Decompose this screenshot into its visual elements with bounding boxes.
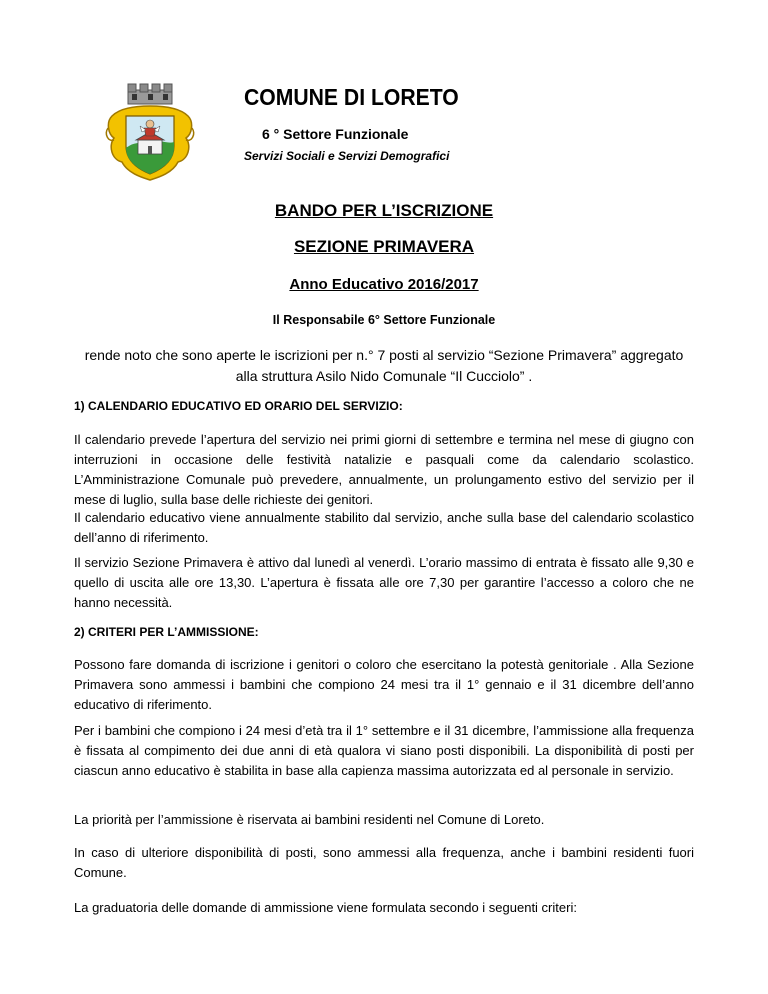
municipal-crest-logo [104, 82, 196, 182]
organization-title: COMUNE DI LORETO [244, 84, 459, 110]
intro-line-1: rende noto che sono aperte le iscrizioni per n.° 7 posti al servizio “Sezione Primavera” aggregato [84, 347, 684, 363]
responsible-line: Il Responsabile 6° Settore Funzionale [272, 313, 496, 327]
paragraph [74, 553, 694, 613]
organization-sector: 6 ° Settore Funzionale [262, 126, 409, 142]
announcement-title: BANDO PER L’ISCRIZIONE [274, 201, 494, 220]
paragraph-text: In caso di ulteriore disponibilità di posti, sono ammessi alla frequenza, anche i bambini residenti fuori Comune. [74, 845, 694, 880]
paragraph-text: Il servizio Sezione Primavera è attivo dal lunedì al venerdì. L’orario massimo di entrata è fissato alle 9,30 e quello di uscita alle ore 13,30. L’apertura è fissata alle ore 7,30 per garantire l’accesso a coloro che ne hanno necessità. [74, 555, 694, 610]
paragraph-text: Il calendario educativo viene annualmente stabilito dal servizio, anche sulla base del calendario scolastico dell’anno di riferimento. [74, 510, 694, 545]
paragraph [74, 810, 694, 830]
educational-year: Anno Educativo 2016/2017 [289, 276, 479, 293]
paragraph [74, 721, 694, 781]
paragraph-text: Per i bambini che compiono i 24 mesi d’età tra il 1° settembre e il 31 dicembre, l’ammissione alla frequenza è fissata al compimento dei due anni di età qualora vi siano posti disponibili. La disponibilità di posti per ciascun anno educativo è stabilita in base alla capienza massima autorizzata ed al personale in servizio. [74, 723, 694, 778]
section-title: 2) CRITERI PER L’AMMISSIONE: [74, 625, 259, 639]
paragraph [74, 898, 694, 918]
paragraph [74, 655, 694, 715]
paragraph-text: Possono fare domanda di iscrizione i genitori o coloro che esercitano la potestà genitoriale . Alla Sezione Primavera sono ammessi i bambini che compiono 24 mesi tra il 1° gennaio e il 31 dicembre dell’anno educativo di riferimento. [74, 657, 694, 712]
announcement-subtitle: SEZIONE PRIMAVERA [293, 237, 475, 256]
organization-subtitle: Servizi Sociali e Servizi Demografici [244, 149, 450, 163]
intro-line-2: alla struttura Asilo Nido Comunale “Il Cucciolo” . [235, 368, 533, 384]
section-2 [74, 625, 694, 639]
paragraph [74, 430, 694, 510]
paragraph-text: Il calendario prevede l’apertura del servizio nei primi giorni di settembre e termina nel mese di giugno con interruzioni in occasione delle festività natalizie e pasquali come da calendario scolastico. L’Amministrazione Comunale può prevedere, annualmente, un prolungamento estivo del servizio per il mese di luglio, sulla base delle richieste dei genitori. [74, 432, 694, 507]
paragraph-text: La priorità per l’ammissione è riservata ai bambini residenti nel Comune di Loreto. [74, 812, 545, 827]
paragraph-text: La graduatoria delle domande di ammissione viene formulata secondo i seguenti criteri: [74, 900, 577, 915]
paragraph [74, 843, 694, 883]
section-1 [74, 399, 694, 413]
paragraph [74, 508, 694, 548]
section-title: 1) CALENDARIO EDUCATIVO ED ORARIO DEL SERVIZIO: [74, 399, 403, 413]
